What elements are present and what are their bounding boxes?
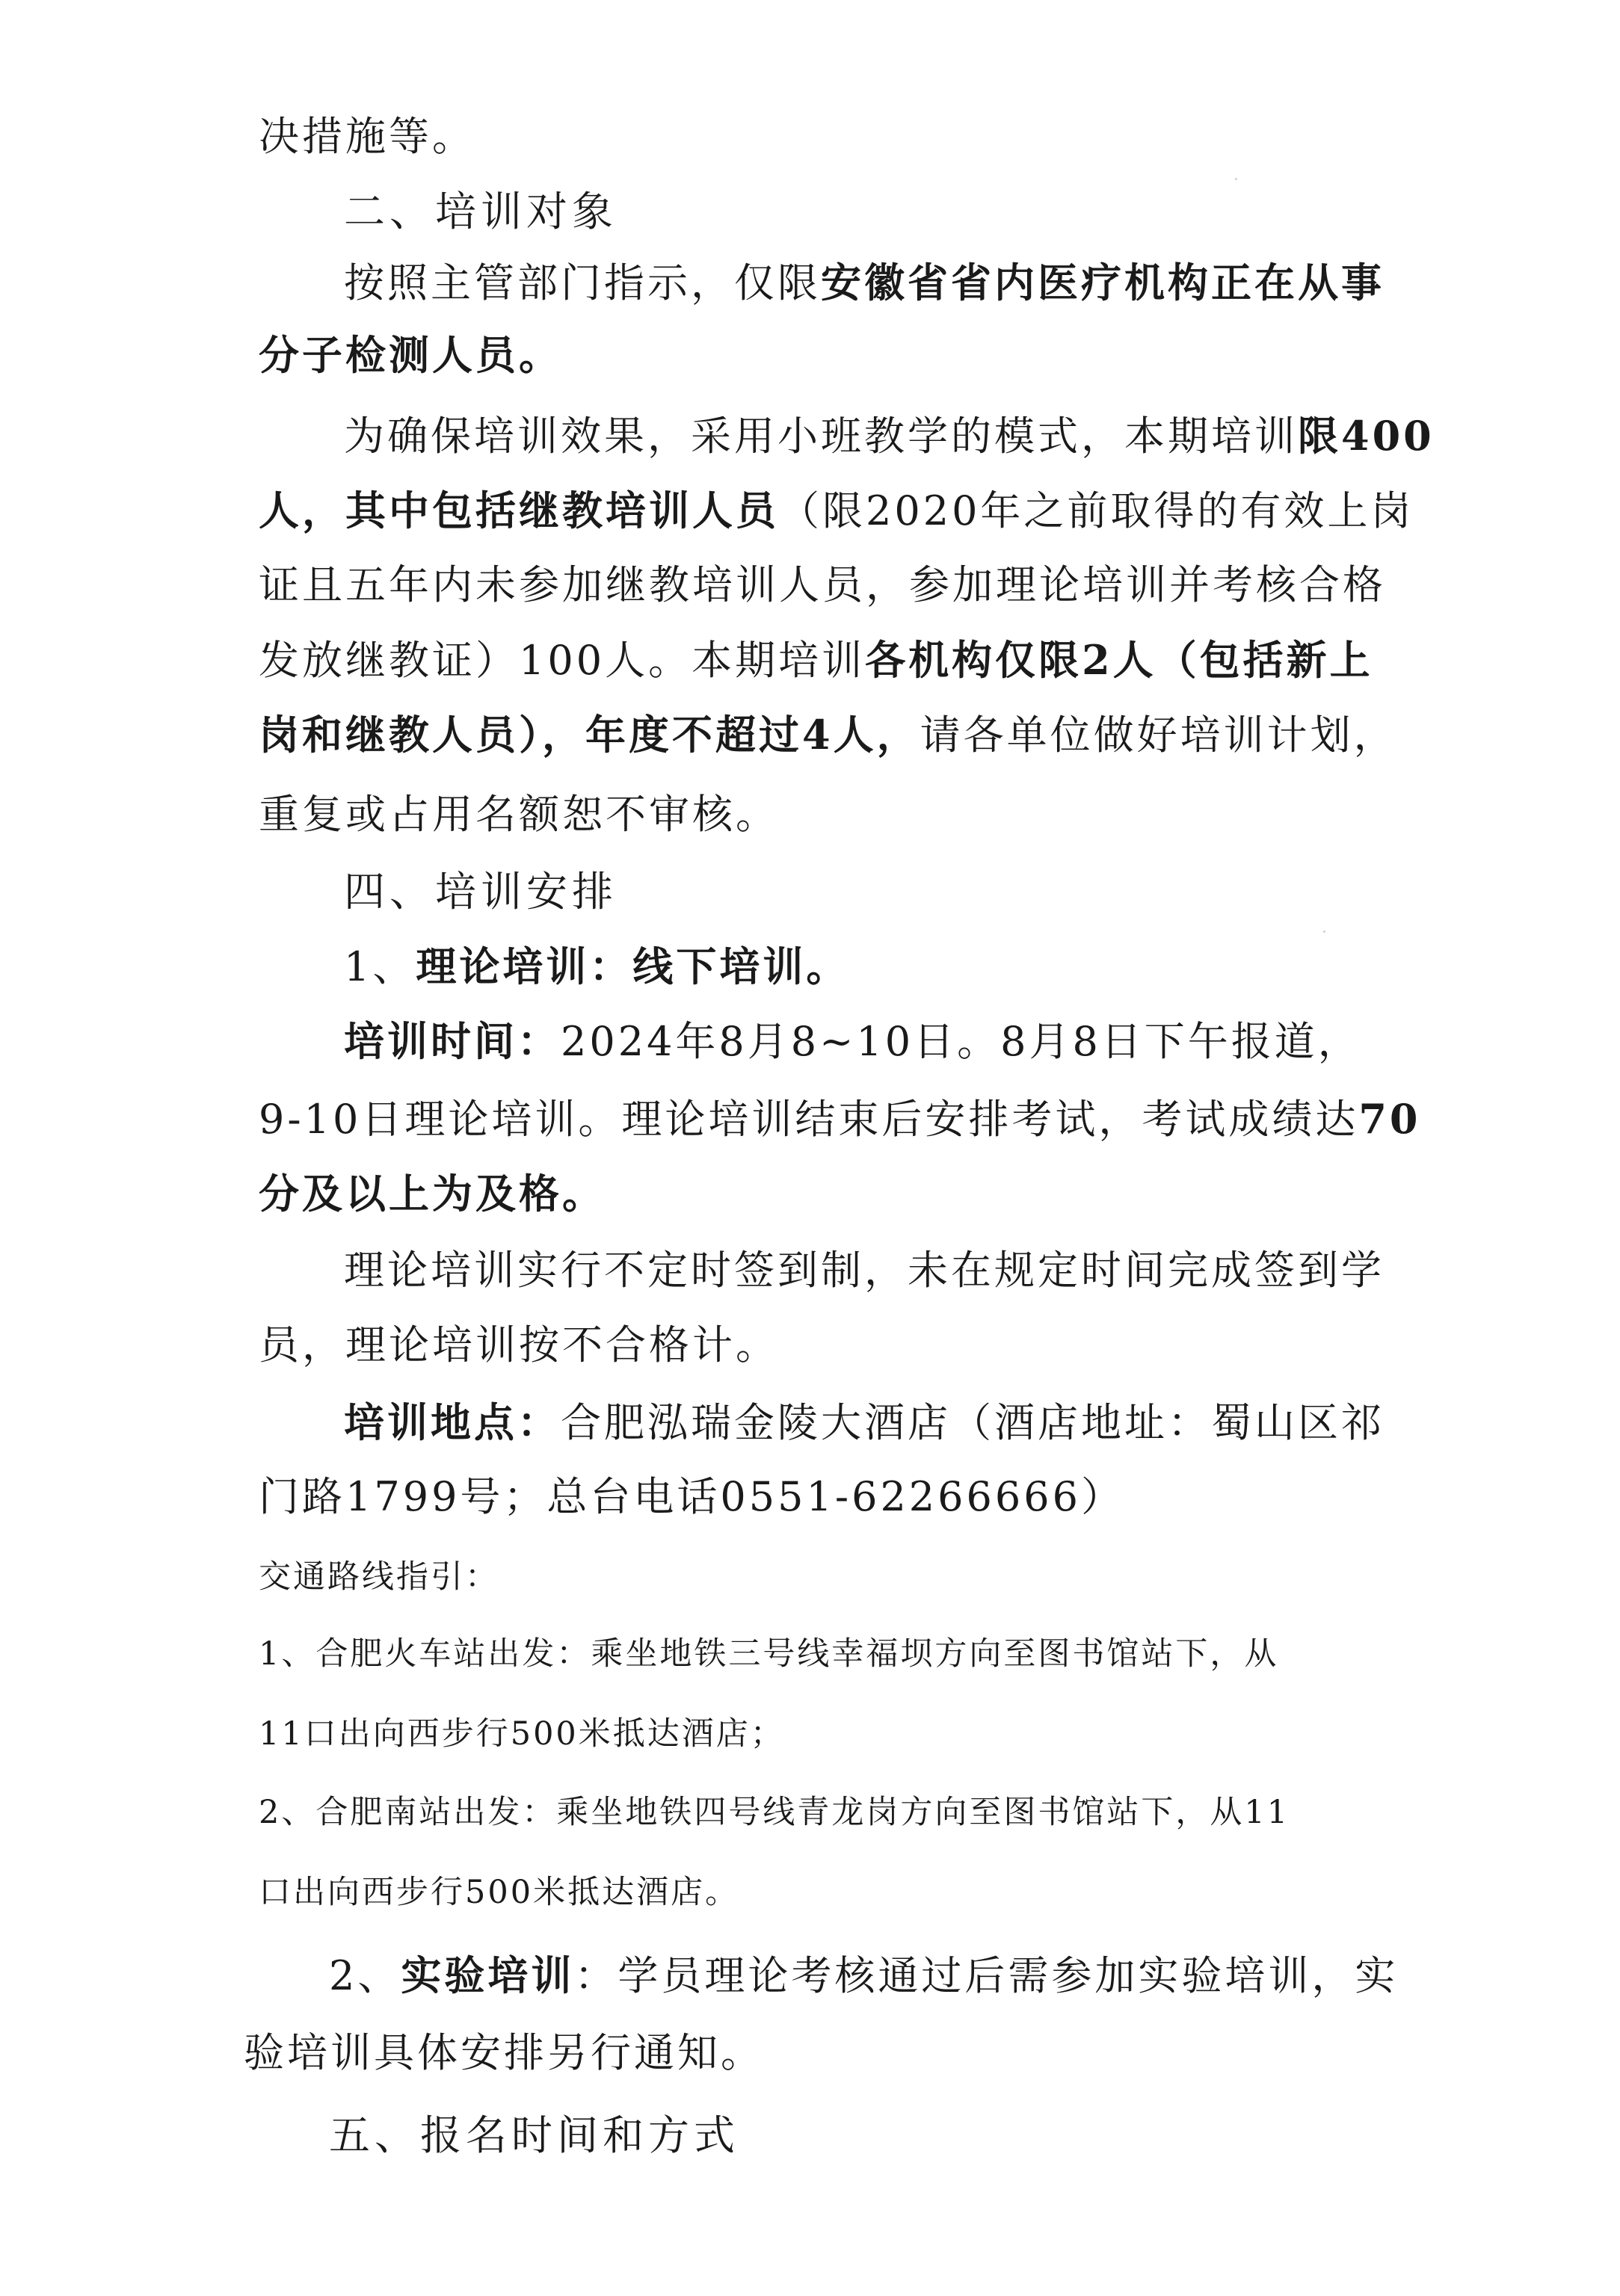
section-heading-training-targets: 二、培训对象	[344, 188, 618, 235]
text-span: 合肥泓瑞金陵大酒店（酒店地址：蜀山区祁	[561, 1399, 1385, 1446]
route-item: 1、合肥火车站出发：乘坐地铁三号线幸福坝方向至图书馆站下，从	[259, 1635, 1279, 1673]
bold-text-span: 岗和继教人员），年度不超过4人，	[259, 711, 920, 759]
scan-speck	[1235, 178, 1237, 180]
paragraph-line: 理论培训实行不定时签到制，未在规定时间完成签到学	[344, 1247, 1385, 1294]
paragraph-line	[259, 709, 1397, 762]
paragraph-line: 验培训具体安排另行通知。	[244, 2029, 764, 2076]
text-span: 2、	[329, 1952, 401, 1999]
scan-speck	[1323, 931, 1325, 933]
training-time-label: 培训时间：	[344, 1017, 561, 1065]
text-span: 发放继教证）100人。本期培训	[259, 637, 866, 684]
paragraph-line: 员，理论培训按不合格计。	[259, 1321, 779, 1368]
paragraph-line: 证且五年内未参加继教培训人员，参加理论培训并考核合格	[259, 561, 1386, 608]
training-location-label: 培训地点：	[344, 1398, 561, 1446]
text-span: 请各单位做好培训计划，	[920, 712, 1397, 759]
paragraph-line: 重复或占用名额恕不审核。	[259, 791, 779, 838]
bold-text-span: 人，其中包括继教培训人员	[259, 487, 779, 534]
text-span: 按照主管部门指示，仅限	[344, 259, 821, 306]
paragraph-line: 门路1799号；总台电话0551-62266666）	[259, 1473, 1124, 1520]
route-item: 口出向西步行500米抵达酒店。	[259, 1874, 740, 1911]
bold-text-span: 安徽省省内医疗机构正在从事	[821, 259, 1385, 306]
bold-text-span: 理论培训：线下培训。	[416, 942, 850, 990]
text-span: ：学员理论考核通过后需参加实验培训，实	[574, 1952, 1399, 1999]
text-span: （限2020年之前取得的有效上岗	[779, 487, 1414, 534]
bold-text-span: 限400	[1298, 412, 1435, 460]
text-span: 9-10日理论培训。理论培训结束后安排考试，考试成绩达	[259, 1096, 1359, 1143]
bold-text-line: 分及以上为及格。	[259, 1170, 606, 1218]
training-location-line	[344, 1396, 1385, 1449]
training-time-line	[344, 1015, 1361, 1068]
section-heading-registration: 五、报名时间和方式	[329, 2111, 740, 2159]
route-item: 11口出向西步行500米抵达酒店；	[259, 1715, 785, 1753]
text-span: 为确保培训效果，采用小班教学的模式，本期培训	[344, 413, 1298, 460]
route-item: 2、合肥南站出发：乘坐地铁四号线青龙岗方向至图书馆站下，从11	[259, 1794, 1290, 1831]
text-span: 2024年8月8~10日。8月8日下午报道，	[561, 1018, 1361, 1065]
text-line: 决措施等。	[259, 113, 475, 160]
bold-text-span: 70	[1358, 1095, 1421, 1143]
bold-text-span: 各机构仅限2人（包括新上	[865, 636, 1373, 684]
paragraph-line	[259, 634, 1373, 687]
route-guide-title: 交通路线指引：	[259, 1558, 499, 1596]
paragraph-line	[344, 410, 1435, 463]
paragraph-line	[259, 484, 1414, 537]
section-heading-training-arrangement: 四、培训安排	[344, 868, 618, 916]
bold-text-line: 分子检测人员。	[259, 331, 562, 379]
paragraph-line	[259, 1093, 1420, 1146]
subsection-theory-training	[344, 940, 849, 993]
subsection-lab-training	[329, 1949, 1398, 2002]
paragraph-line	[344, 256, 1385, 309]
text-span: 1、	[344, 943, 416, 990]
bold-text-span: 实验培训	[401, 1951, 575, 1999]
